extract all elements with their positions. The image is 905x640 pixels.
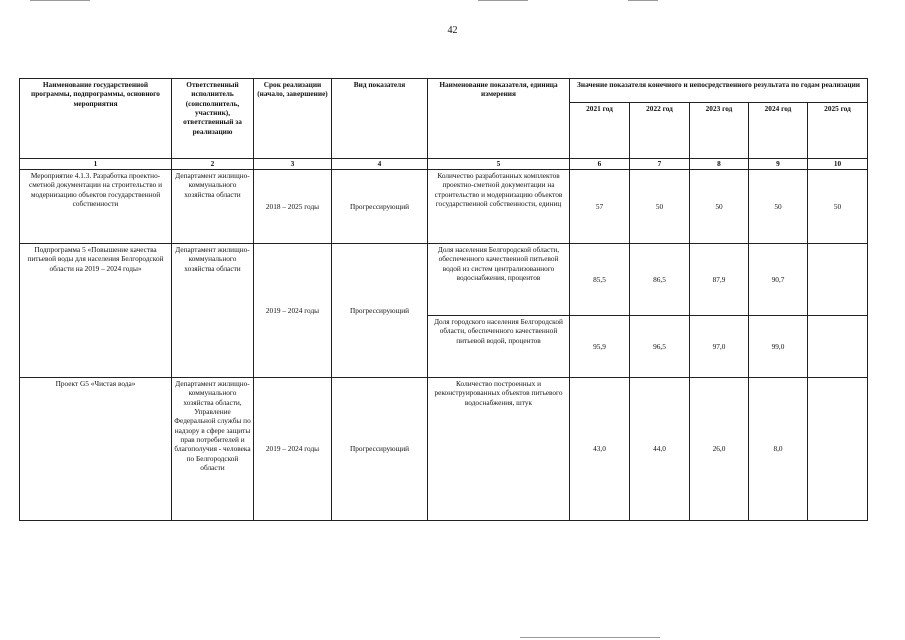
value-cell [808,316,868,378]
value-cell [808,244,868,316]
value-cell: 50 [630,170,690,244]
executor-cell: Департамент жилищно-коммунального хозяйства области, Управление Федеральной службы по надзору в сфере защиты прав потребителей и благополучия - человека по Белгородской области [172,378,254,521]
value-cell: 57 [570,170,630,244]
indicator-name-cell: Количество построенных и реконструированных объектов питьевого водоснабжения, штук [428,378,570,521]
column-number: 10 [808,159,868,170]
value-cell: 87,9 [690,244,749,316]
column-number: 1 [20,159,172,170]
table-row [20,170,868,244]
program-name-cell: Проект G5 «Чистая вода» [20,378,172,521]
scan-artifact-bottom [520,637,660,638]
executor-cell: Департамент жилищно-коммунального хозяйства области [172,244,254,378]
indicator-name-cell: Доля населения Белгородской области, обеспеченного качественной питьевой водой из систем централизованного водоснабжения, процентов [428,244,570,316]
column-number: 3 [254,159,332,170]
scan-artifact-top-left [30,0,90,1]
value-cell: 85,5 [570,244,630,316]
value-cell: 8,0 [749,378,808,521]
period-cell: 2018 – 2025 годы [254,170,332,244]
value-cell: 26,0 [690,378,749,521]
indicator-kind-cell: Прогрессирующий [332,170,428,244]
indicator-name-cell: Количество разработанных комплектов проектно-сметной документации на строительство и модернизацию объектов государственной собственности, единиц [428,170,570,244]
period-cell: 2019 – 2024 годы [254,378,332,521]
table-row [20,378,868,521]
executor-cell: Департамент жилищно-коммунального хозяйства области [172,170,254,244]
column-number-row [20,159,868,170]
header-values-group: Значение показателя конечного и непосредственного результата по годам реализации [570,79,868,103]
table-row [20,244,868,316]
value-cell: 44,0 [630,378,690,521]
header-row-1 [20,79,868,103]
column-number: 6 [570,159,630,170]
column-number: 2 [172,159,254,170]
indicator-name-cell: Доля городского населения Белгородской области, обеспеченного качественной питьевой водой, процентов [428,316,570,378]
column-number: 4 [332,159,428,170]
value-cell: 96,5 [630,316,690,378]
header-indicator-kind: Вид показателя [332,79,428,159]
page-number: 42 [447,25,458,36]
value-cell: 90,7 [749,244,808,316]
value-cell: 50 [690,170,749,244]
header-executor: Ответственный исполнитель (соисполнитель, участник), ответственный за реализацию [172,79,254,159]
value-cell: 50 [808,170,868,244]
value-cell: 43,0 [570,378,630,521]
header-year: 2022 год [630,103,690,159]
value-cell: 50 [749,170,808,244]
value-cell [808,378,868,521]
indicator-kind-cell: Прогрессирующий [332,244,428,378]
value-cell: 97,0 [690,316,749,378]
header-year: 2025 год [808,103,868,159]
header-period: Срок реализации (начало, завершение) [254,79,332,159]
header-year: 2024 год [749,103,808,159]
column-number: 9 [749,159,808,170]
value-cell: 99,0 [749,316,808,378]
program-name-cell: Подпрограмма 5 «Повышение качества питьевой воды для населения Белгородской области на 2019 – 2024 годы» [20,244,172,378]
indicator-kind-cell: Прогрессирующий [332,378,428,521]
scan-artifact-top-right [628,0,658,1]
scan-artifact-top-mid [478,0,528,1]
period-cell: 2019 – 2024 годы [254,244,332,378]
header-year: 2023 год [690,103,749,159]
header-year: 2021 год [570,103,630,159]
column-number: 7 [630,159,690,170]
value-cell: 95,9 [570,316,630,378]
program-name-cell: Мероприятие 4.1.3. Разработка проектно-сметной документации на строительство и модернизацию объектов государственной собственности [20,170,172,244]
value-cell: 86,5 [630,244,690,316]
column-number: 5 [428,159,570,170]
header-program-name: Наименование государственной программы, подпрограммы, основного мероприятия [20,79,172,159]
header-indicator-name: Наименование показателя, единица измерения [428,79,570,159]
indicators-table [19,78,868,521]
column-number: 8 [690,159,749,170]
